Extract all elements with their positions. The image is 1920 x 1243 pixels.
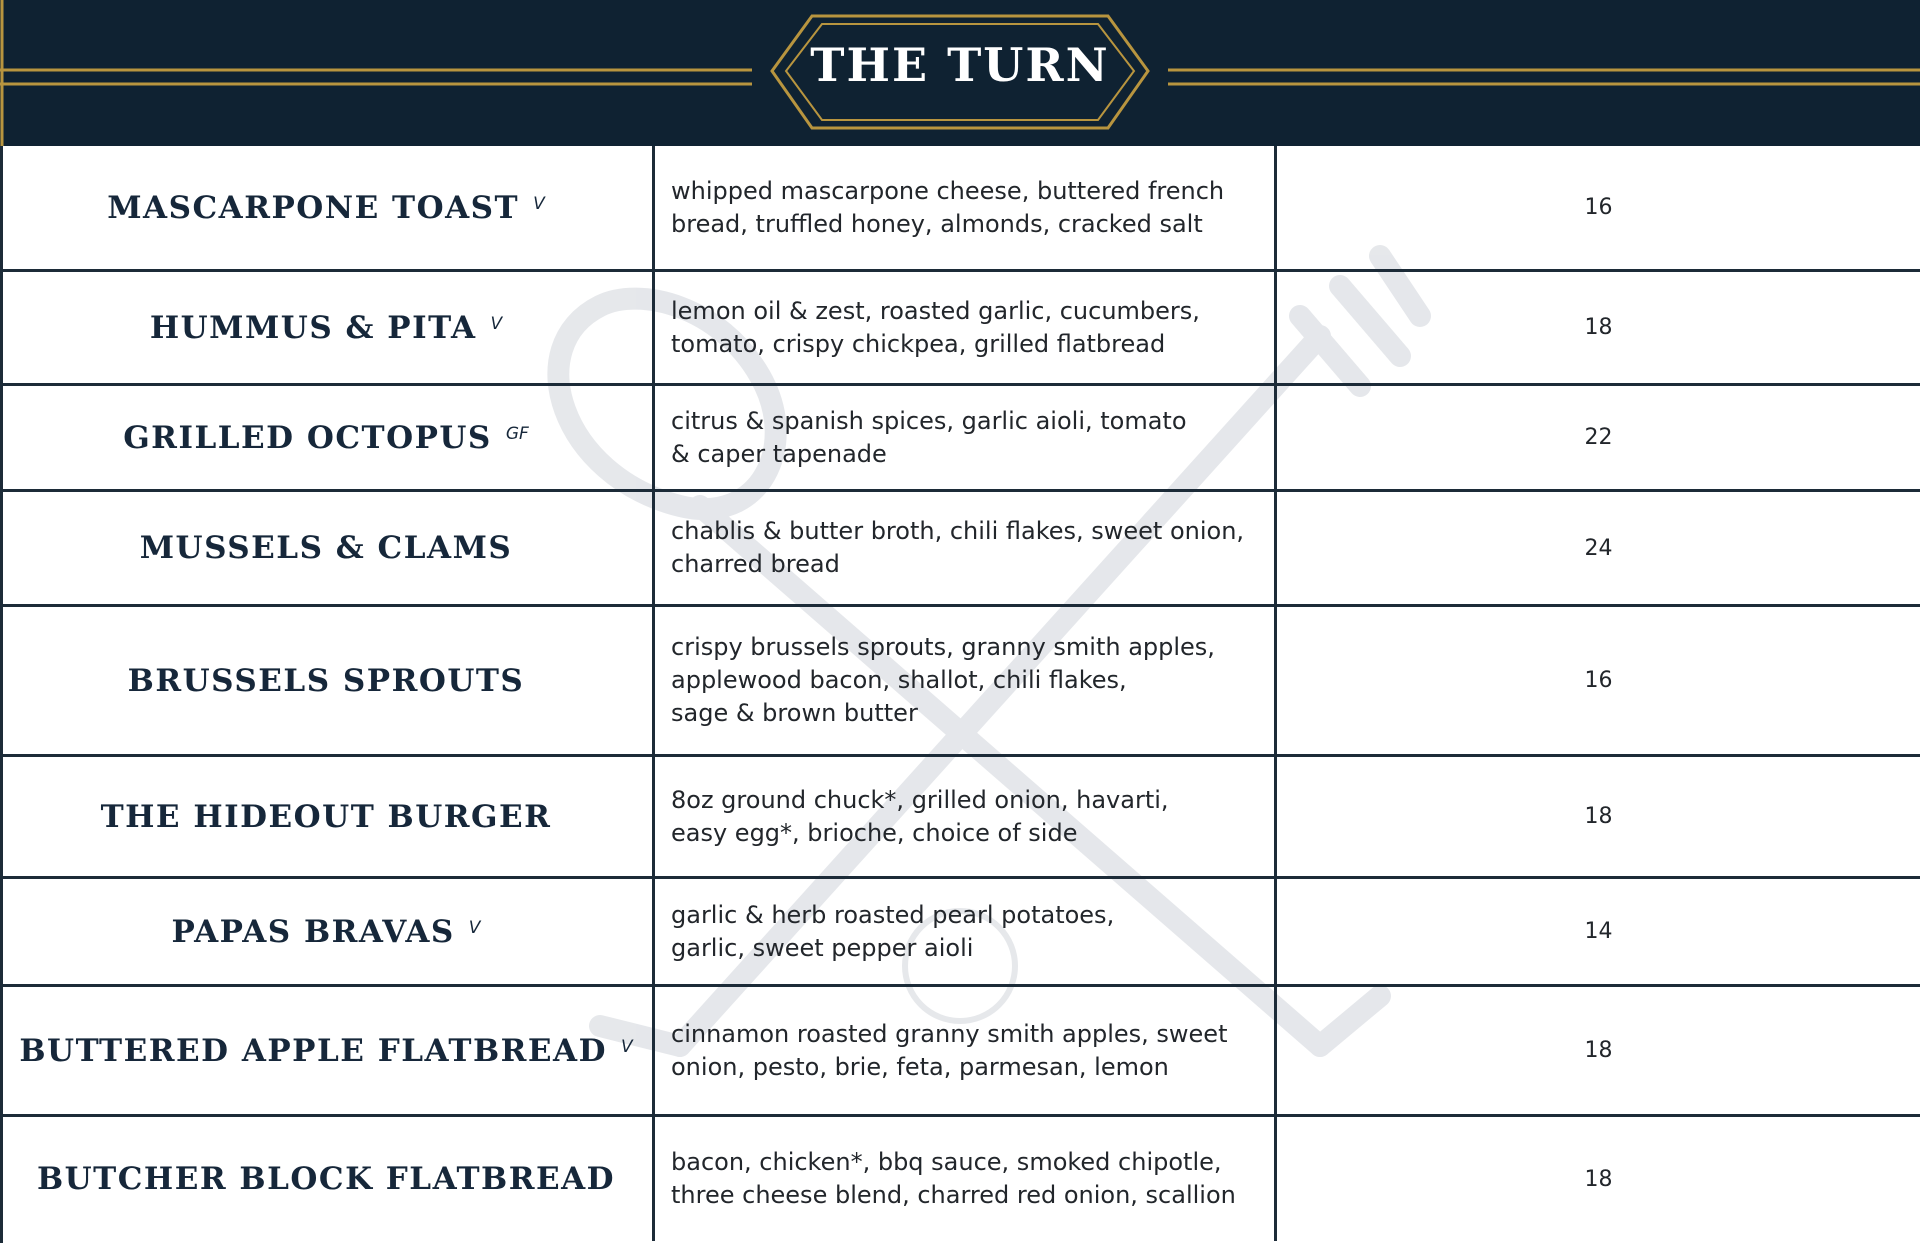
- menu-item-row: [0, 386, 1920, 492]
- item-description: [671, 631, 1215, 730]
- item-price: 14: [1584, 919, 1613, 944]
- item-name: MUSSELS & CLAMS: [139, 530, 513, 566]
- description-line: tomato, crispy chickpea, grilled flatbread: [671, 329, 1166, 358]
- description-line: applewood bacon, shallot, chili flakes,: [671, 666, 1127, 694]
- item-price-cell: [1277, 1117, 1920, 1241]
- item-price: 16: [1584, 195, 1613, 220]
- menu-item-row: [0, 879, 1920, 987]
- item-name: BUTCHER BLOCK FLATBREAD: [36, 1161, 616, 1197]
- menu-item-row: [0, 146, 1920, 272]
- item-description-cell: [655, 879, 1277, 984]
- item-price: 16: [1584, 668, 1613, 693]
- item-description-cell: [655, 386, 1277, 489]
- item-description: [671, 175, 1224, 241]
- description-line: easy egg*, brioche, choice of side: [671, 818, 1078, 847]
- item-price-cell: [1277, 607, 1920, 754]
- menu-item-row: [0, 607, 1920, 757]
- description-line: bread, truffled honey, almonds, cracked salt: [671, 209, 1203, 238]
- item-name: GRILLED OCTOPUS: [123, 419, 492, 456]
- item-description: [671, 405, 1187, 471]
- menu-item-row: [0, 492, 1920, 607]
- item-description-cell: [655, 492, 1277, 604]
- item-description: [671, 295, 1200, 361]
- item-price: 22: [1584, 425, 1613, 450]
- item-name: BRUSSELS SPROUTS: [127, 662, 525, 699]
- menu-item-row: [0, 272, 1920, 386]
- description-line: crispy brussels sprouts, granny smith apples,: [671, 633, 1215, 661]
- description-line: garlic, sweet pepper aioli: [671, 933, 974, 962]
- item-price-cell: [1277, 492, 1920, 604]
- item-name-cell: [0, 386, 655, 489]
- item-name-cell: [0, 607, 655, 754]
- item-price: 18: [1584, 1038, 1613, 1063]
- item-name-cell: [0, 272, 655, 383]
- item-price-cell: [1277, 146, 1920, 269]
- item-name: HUMMUS & PITA: [149, 309, 477, 346]
- item-description: [671, 515, 1244, 581]
- item-name-cell: [0, 879, 655, 984]
- item-description-cell: [655, 272, 1277, 383]
- item-name-cell: [0, 757, 655, 876]
- item-description: [671, 1146, 1236, 1212]
- item-price-cell: [1277, 272, 1920, 383]
- description-line: cinnamon roasted granny smith apples, sweet: [671, 1019, 1228, 1048]
- description-line: three cheese blend, charred red onion, scallion: [671, 1181, 1236, 1209]
- item-price: 18: [1584, 804, 1613, 829]
- item-name: MASCARPONE TOAST: [107, 189, 520, 226]
- item-name: THE HIDEOUT BURGER: [100, 798, 552, 835]
- item-price-cell: [1277, 879, 1920, 984]
- description-line: onion, pesto, brie, feta, parmesan, lemon: [671, 1052, 1169, 1081]
- item-name-cell: [0, 987, 655, 1114]
- menu-item-row: [0, 987, 1920, 1117]
- dietary-tag: V: [468, 917, 481, 938]
- description-line: garlic & herb roasted pearl potatoes,: [671, 900, 1115, 929]
- dietary-tag: V: [620, 1036, 633, 1057]
- description-line: sage & brown butter: [671, 699, 918, 727]
- item-price-cell: [1277, 987, 1920, 1114]
- description-line: & caper tapenade: [671, 439, 887, 468]
- item-price: 18: [1584, 315, 1613, 340]
- menu-item-row: [0, 757, 1920, 879]
- item-description: [671, 784, 1169, 850]
- menu-item-row: [0, 1117, 1920, 1241]
- page-title: THE TURN: [810, 38, 1110, 92]
- dietary-tag: GF: [505, 423, 529, 444]
- item-description-cell: [655, 607, 1277, 754]
- menu-header: [0, 0, 1920, 146]
- dietary-tag: V: [490, 313, 503, 334]
- description-line: lemon oil & zest, roasted garlic, cucumbers,: [671, 296, 1200, 325]
- dietary-tag: V: [533, 193, 545, 214]
- description-line: citrus & spanish spices, garlic aioli, tomato: [671, 406, 1187, 435]
- description-line: whipped mascarpone cheese, buttered french: [671, 176, 1225, 205]
- item-description-cell: [655, 987, 1277, 1114]
- item-description: [671, 1018, 1227, 1084]
- item-description-cell: [655, 1117, 1277, 1241]
- item-price: 24: [1584, 535, 1613, 561]
- item-name-cell: [0, 1117, 655, 1241]
- description-line: chablis & butter broth, chili flakes, sweet onion,: [671, 517, 1245, 545]
- item-description-cell: [655, 146, 1277, 269]
- item-price-cell: [1277, 386, 1920, 489]
- item-price: 18: [1584, 1166, 1613, 1192]
- item-price-cell: [1277, 757, 1920, 876]
- description-line: bacon, chicken*, bbq sauce, smoked chipotle,: [671, 1148, 1222, 1176]
- item-name-cell: [0, 492, 655, 604]
- description-line: charred bread: [671, 550, 840, 578]
- item-name: PAPAS BRAVAS: [171, 913, 455, 950]
- item-description-cell: [655, 757, 1277, 876]
- item-name-cell: [0, 146, 655, 269]
- description-line: 8oz ground chuck*, grilled onion, havarti,: [671, 785, 1169, 814]
- item-name: BUTTERED APPLE FLATBREAD: [19, 1032, 607, 1069]
- item-description: [671, 899, 1114, 965]
